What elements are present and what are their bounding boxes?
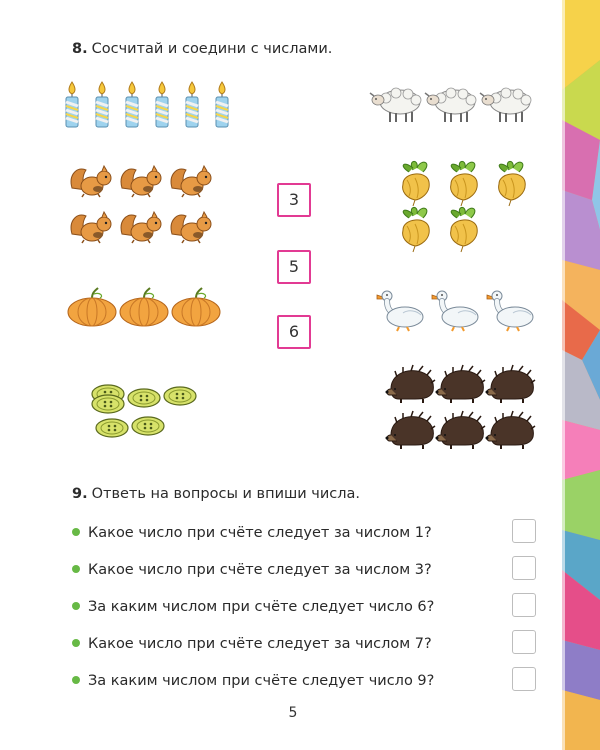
answer-input-box[interactable] [512,593,536,617]
question-text: За каким числом при счёте следует число 9? [88,673,435,689]
answer-input-box[interactable] [512,630,536,654]
question-text: Какое число при счёте следует за числом 1? [88,525,432,541]
task-9-number: 9. [72,486,88,502]
number-box-3[interactable]: 3 [277,183,311,217]
question-row [72,670,542,692]
task-9-title [72,486,360,502]
bullet-icon [72,676,80,684]
answer-input-box[interactable] [512,556,536,580]
buttons-group [92,380,212,445]
candles-group [58,80,238,130]
question-text: Какое число при счёте следует за числом 3? [88,562,432,578]
question-row [72,559,542,581]
hedgehogs-group [385,365,535,455]
turnips-group [393,160,538,260]
squirrels-group [68,164,218,254]
answer-input-box[interactable] [512,519,536,543]
question-text: За каким числом при счёте следует число 6? [88,599,435,615]
number-box-5[interactable]: 5 [277,250,311,284]
bullet-icon [72,639,80,647]
geese-group [373,285,538,335]
task-8-text: Сосчитай и соедини с числами. [91,41,333,57]
bullet-icon [72,528,80,536]
task-8-number: 8. [72,41,88,57]
answer-input-box[interactable] [512,667,536,691]
question-row [72,633,542,655]
pumpkins-group [68,288,228,333]
task-9-text: Ответь на вопросы и впиши числа. [91,486,361,502]
sheep-group [370,82,540,127]
question-text: Какое число при счёте следует за числом 7? [88,636,432,652]
decorative-mosaic-strip [562,0,600,750]
question-row [72,596,542,618]
bullet-icon [72,602,80,610]
page-number: 5 [288,705,298,721]
task-8-title [72,41,332,57]
number-box-6[interactable]: 6 [277,315,311,349]
bullet-icon [72,565,80,573]
question-row [72,522,542,544]
